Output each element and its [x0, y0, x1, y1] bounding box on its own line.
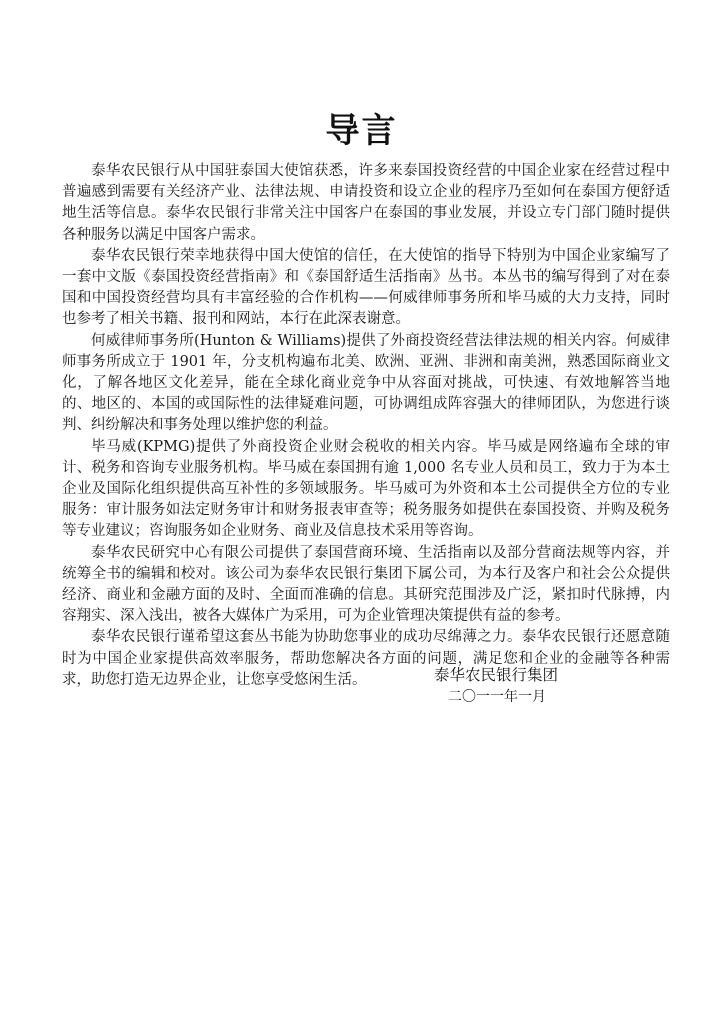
paragraph-embassy: 泰华农民银行荣幸地获得中国大使馆的信任，在大使馆的指导下特别为中国企业家编写了一套中文版《泰国投资经营指南》和《泰国舒适生活指南》丛书。本丛书的编写得到了对在泰国和中国投资经营均具有丰富经验的合作机构——何威律师事务所和毕马威的大力支持，同时也参考了相关书籍、报刊和网站，本行在此深表谢意。 [62, 247, 670, 328]
paragraph-intro: 泰华农民银行从中国驻泰国大使馆获悉，许多来泰国投资经营的中国企业家在经营过程中普遍感到需要有关经济产业、法律法规、申请投资和设立企业的程序乃至如何在泰国方便舒适地生活等信息。泰华农民银行非常关注中国客户在泰国的事业发展，并设立专门部门随时提供各种服务以满足中国客户需求。 [62, 163, 670, 243]
signature-date: 二〇一一年一月 [448, 689, 546, 705]
body-text [62, 161, 670, 691]
paragraph-research-center: 泰华农民研究中心有限公司提供了泰国营商环境、生活指南以及部分营商法规等内容，并统筹全书的编辑和校对。该公司为泰华农民银行集团下属公司，为本行及客户和社会公众提供经济、商业和金融方面的及时、全面而准确的信息。其研究范围涉及广泛，紧扣时代脉搏，内容翔实、深入浅出，被各大媒体广为采用，可为企业管理决策提供有益的参考。 [62, 544, 670, 625]
signature-block [420, 664, 620, 708]
page-title: 导言 [325, 110, 398, 151]
signature-organization: 泰华农民银行集团 [434, 666, 559, 684]
paragraph-closing: 泰华农民银行谨希望这套丛书能为协助您事业的成功尽绵薄之力。泰华农民银行还愿意随时为中国企业家提供高效率服务，帮助您解决各方面的问题，满足您和企业的金融等各种需求，助您打造无边界企业，让您享受悠闲生活。 [62, 629, 670, 688]
paragraph-hunton-williams: 何威律师事务所(Hunton & Williams)提供了外商投资经营法律法规的相关内容。何威律师事务所成立于 1901 年，分支机构遍布北美、欧洲、亚洲、非洲和南美洲，熟悉国际商业文化，了解各地区文化差异，能在全球化商业竞争中从容面对挑战，可快速、有效地解答当地的、地区的、本国的或国际性的法律疑难问题，可协调组成阵容强大的律师团队，为您进行谈判、纠纷解决和事务处理以维护您的利益。 [62, 332, 670, 434]
paragraph-kpmg: 毕马威(KPMG)提供了外商投资企业财会税收的相关内容。毕马威是网络遍布全球的审计、税务和咨询专业服务机构。毕马威在泰国拥有逾 1,000 名专业人员和员工，致力于为本土企业及国际化组织提供高互补性的多领域服务。毕马威可为外资和本土公司提供全方位的专业服务：审计服务如法定财务审计和财务报表审查等；税务服务如提供在泰国投资、并购及税务等专业建议；咨询服务如企业财务、商业及信息技术采用等咨询。 [62, 438, 670, 540]
